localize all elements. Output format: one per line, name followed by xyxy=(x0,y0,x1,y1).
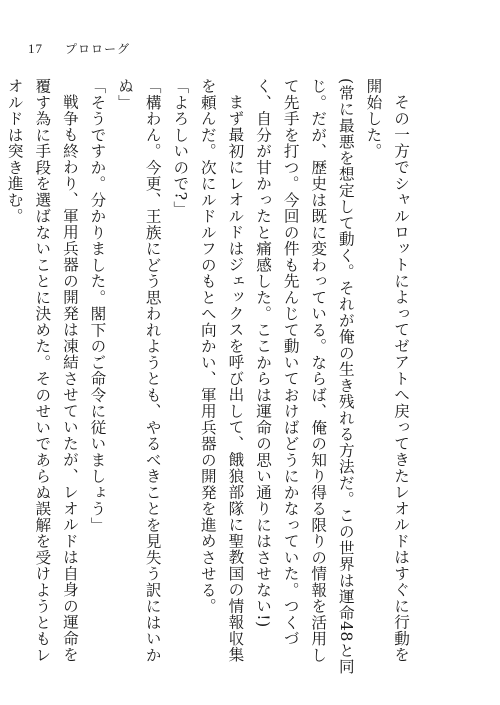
dialogue-line: 「よろしいので?」 xyxy=(171,78,190,218)
narration-paragraph: 戦争も終わり、軍用兵器の開発は凍結させていたが、レオルドは自身の運命を覆す為に手段を選ばないことに決めた。そのせいであらぬ誤解を受けようともレオルドは突き進む。 xyxy=(5,78,79,663)
narration-paragraph: その一方でシャルロットによってゼアトへ戻ってきたレオルドはすぐに行動を開始した。 xyxy=(364,78,410,663)
vertical-text-body xyxy=(5,78,414,678)
running-header xyxy=(28,40,130,57)
narration-paragraph: まず最初にレオルドはジェックスを呼び出して、餓狼部隊に聖教国の情報収集を頼んだ。次にルドルフのもとへ向かい、軍用兵器の開発を進めさせる。 xyxy=(198,78,245,663)
inner-monologue: (常に最悪を想定して動く。それが俺の生き残れる方法だ。この世界は運命48と同じ。だが、歴史は既に変わっている。ならば、俺の知り得る限りの情報を活用して先手を打つ。今回の件も先んじて動いておけばどうにかなっていた。つくづく、自分が甘かったと痛感した。ここからは運命の思い通りにはさせない!) xyxy=(254,78,355,675)
dialogue-line: 「そうですか。分かりました。閣下のご命令に従いましょう」 xyxy=(88,78,107,533)
page-number: 17 xyxy=(28,41,43,56)
dialogue-line: 「構わん。今更、王族にどう思われようとも、やるべきことを見失う訳にはいかぬ」 xyxy=(116,78,162,663)
chapter-title: プロローグ xyxy=(65,42,131,56)
